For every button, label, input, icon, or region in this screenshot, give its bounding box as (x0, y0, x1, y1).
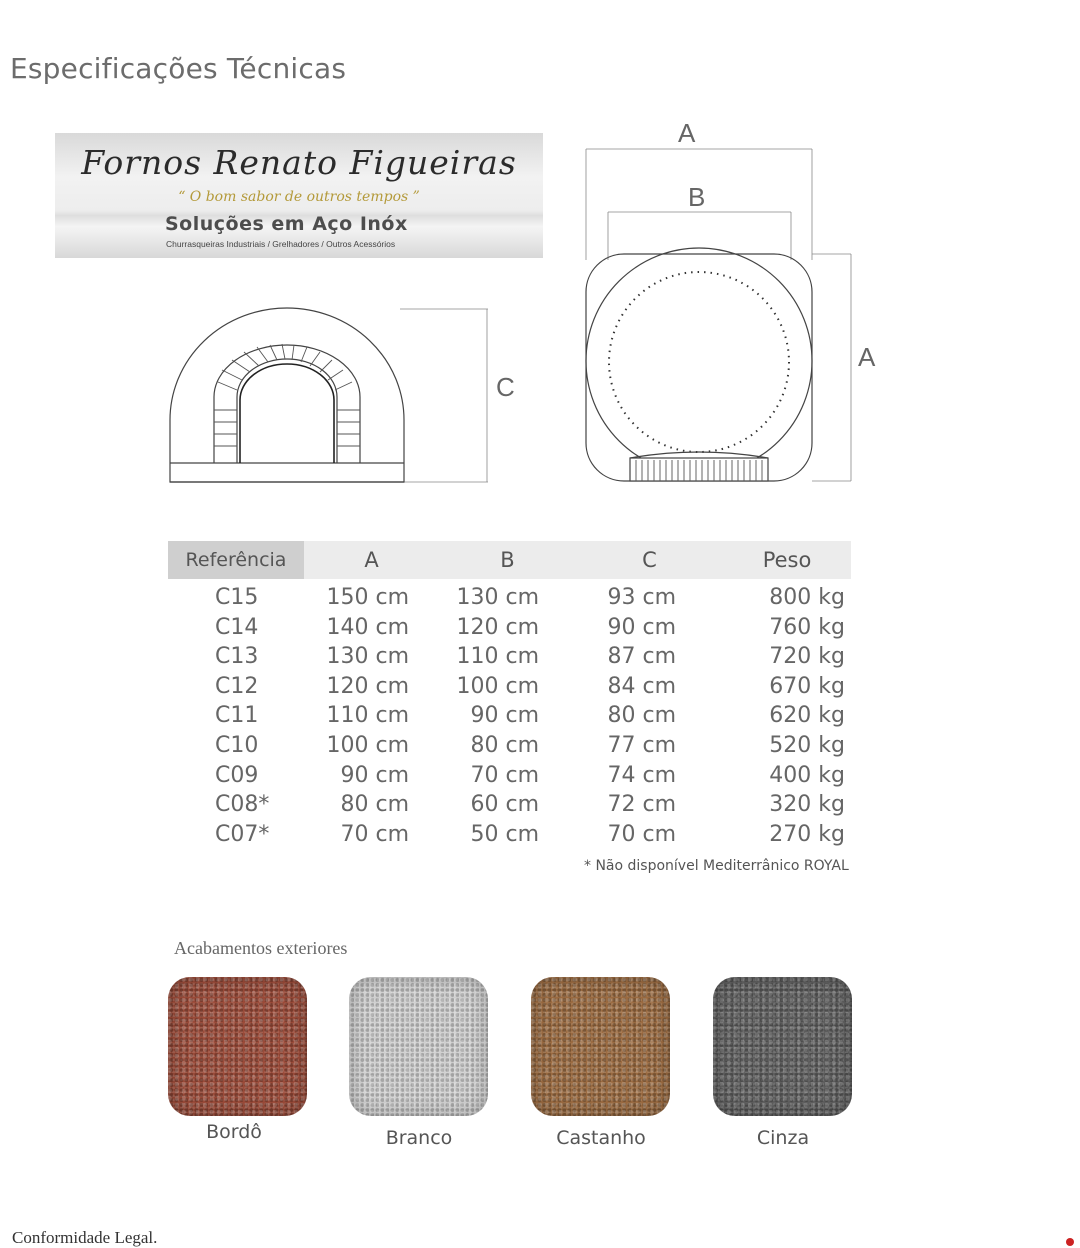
cell-a: 130 cm (326, 644, 409, 670)
cell-a: 80 cm (340, 792, 409, 818)
cell-a: 120 cm (326, 673, 409, 699)
cell-reference: C15 (215, 585, 259, 610)
dimension-label-b: B (688, 182, 706, 212)
dimension-label-a-top: A (678, 118, 696, 148)
column-header-reference: Referência (168, 541, 304, 579)
table-row (168, 820, 851, 850)
cell-c: 90 cm (607, 614, 676, 640)
cell-c: 72 cm (607, 792, 676, 818)
cell-a: 70 cm (340, 821, 409, 847)
cell-b: 130 cm (456, 585, 539, 610)
cell-a: 90 cm (340, 762, 409, 788)
cell-c: 80 cm (607, 703, 676, 729)
cell-weight: 270 kg (769, 821, 845, 847)
cell-c: 70 cm (607, 821, 676, 847)
cell-reference: C11 (215, 703, 259, 729)
swatch-label-castanho: Castanho (556, 1127, 646, 1149)
table-row (168, 613, 851, 643)
registered-mark-icon (1066, 1238, 1074, 1246)
column-header-a: A (364, 548, 379, 572)
cell-b: 120 cm (456, 614, 539, 640)
dimension-label-a-side: A (858, 342, 876, 372)
cell-c: 77 cm (607, 732, 676, 758)
table-row (168, 731, 851, 761)
cell-weight: 620 kg (769, 703, 845, 729)
cell-reference: C07* (215, 821, 270, 847)
cell-c: 93 cm (607, 585, 676, 610)
cell-a: 100 cm (326, 732, 409, 758)
cell-reference: C13 (215, 644, 259, 670)
brand-subtitle: Soluções em Aço Inóx (165, 213, 408, 235)
cell-reference: C12 (215, 673, 259, 699)
dimension-label-c: C (496, 372, 515, 402)
cell-weight: 800 kg (769, 585, 845, 610)
table-row (168, 790, 851, 820)
brand-logo-banner (55, 133, 543, 258)
table-footnote: * Não disponível Mediterrânico ROYAL (584, 858, 849, 874)
table-row (168, 579, 851, 613)
swatch-bordo (168, 977, 307, 1116)
cell-c: 87 cm (607, 644, 676, 670)
column-header-weight: Peso (762, 548, 812, 572)
finishes-heading: Acabamentos exteriores (174, 938, 348, 958)
brand-name: Fornos Renato Figueiras (81, 143, 517, 182)
cell-a: 140 cm (326, 614, 409, 640)
cell-b: 100 cm (456, 673, 539, 699)
table-row (168, 672, 851, 702)
cell-reference: C10 (215, 732, 259, 758)
oven-front-view-drawing (160, 300, 500, 495)
page-title: Especificações Técnicas (10, 52, 347, 85)
cell-b: 110 cm (456, 644, 539, 670)
cell-reference: C14 (215, 614, 259, 640)
cell-weight: 400 kg (769, 762, 845, 788)
cell-reference: C08* (215, 792, 270, 818)
cell-weight: 670 kg (769, 673, 845, 699)
cell-weight: 520 kg (769, 732, 845, 758)
cell-weight: 320 kg (769, 792, 845, 818)
cell-a: 110 cm (326, 703, 409, 729)
cell-c: 84 cm (607, 673, 676, 699)
cell-weight: 720 kg (769, 644, 845, 670)
cell-reference: C09 (215, 762, 259, 788)
cell-b: 50 cm (470, 821, 539, 847)
swatch-castanho (531, 977, 670, 1116)
cell-weight: 760 kg (769, 614, 845, 640)
column-header-b: B (500, 548, 515, 572)
cell-b: 90 cm (470, 703, 539, 729)
table-row (168, 701, 851, 731)
cell-a: 150 cm (326, 585, 409, 610)
swatch-label-bordo: Bordô (206, 1121, 262, 1143)
swatch-cinza (713, 977, 852, 1116)
swatch-label-cinza: Cinza (756, 1127, 810, 1149)
table-row (168, 642, 851, 672)
cell-b: 70 cm (470, 762, 539, 788)
brand-motto: “ O bom sabor de outros tempos ” (178, 189, 420, 205)
cell-b: 80 cm (470, 732, 539, 758)
cell-b: 60 cm (470, 792, 539, 818)
column-header-c: C (642, 548, 657, 572)
swatch-branco (349, 977, 488, 1116)
cell-c: 74 cm (607, 762, 676, 788)
legal-conformity-link[interactable]: Conformidade Legal. (12, 1228, 158, 1247)
oven-top-view-drawing (580, 140, 860, 490)
table-row (168, 761, 851, 791)
table-header-row (168, 541, 851, 579)
brand-subtitle-small: Churrasqueiras Industriais / Grelhadores / Outros Acessórios (166, 239, 396, 249)
swatch-label-branco: Branco (385, 1127, 453, 1149)
specifications-table (168, 541, 851, 849)
